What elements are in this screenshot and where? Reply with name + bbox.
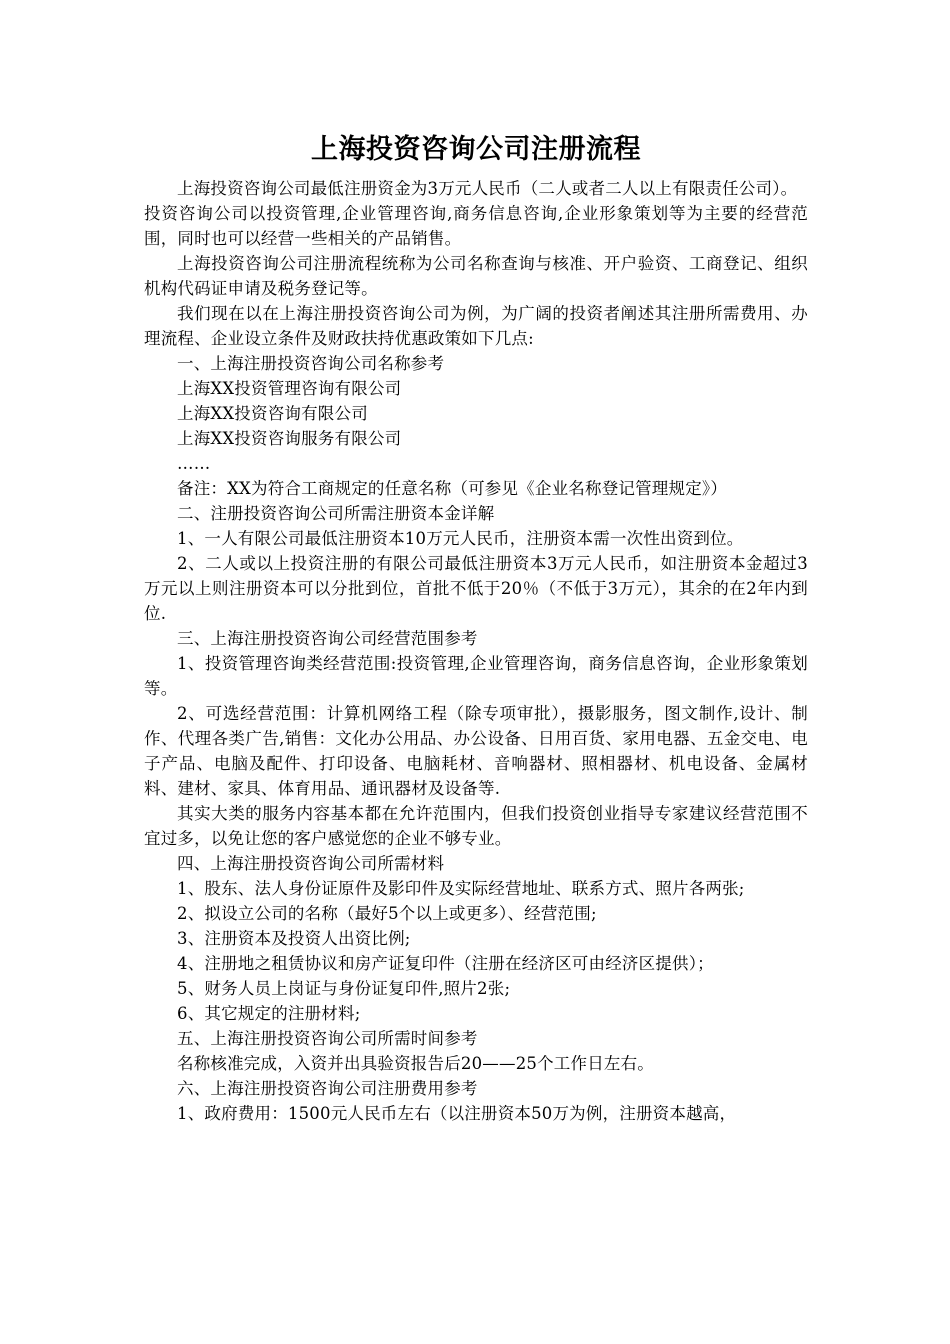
paragraph: …… [177, 454, 211, 473]
paragraph: 其实大类的服务内容基本都在允许范围内，但我们投资创业指导专家建议经营范围不宜过多，以免让您的客户感觉您的企业不够专业。 [144, 804, 808, 848]
paragraph: 我们现在以在上海注册投资咨询公司为例，为广阔的投资者阐述其注册所需费用、办理流程、企业设立条件及财政扶持优惠政策如下几点: [144, 304, 808, 348]
paragraph: 名称核准完成，入资并出具验资报告后20——25个工作日左右。 [177, 1054, 654, 1073]
document-title: 上海投资咨询公司注册流程 [311, 134, 641, 165]
paragraph: 四、上海注册投资咨询公司所需材料 [177, 854, 445, 873]
paragraph: 上海投资咨询公司注册流程统称为公司名称查询与核准、开户验资、工商登记、组织机构代码证申请及税务登记等。 [144, 254, 808, 298]
paragraph: 备注：XX为符合工商规定的任意名称（可参见《企业名称登记管理规定》） [177, 479, 728, 498]
paragraph: 二、注册投资咨询公司所需注册资本金详解 [177, 504, 495, 523]
document-body [144, 128, 808, 1126]
paragraph: 6、其它规定的注册材料; [177, 1004, 361, 1023]
paragraph: 上海XX投资管理咨询有限公司 [177, 379, 402, 398]
paragraph: 3、注册资本及投资人出资比例; [177, 929, 411, 948]
paragraph: 上海XX投资咨询服务有限公司 [177, 429, 402, 448]
paragraph: 5、财务人员上岗证与身份证复印件,照片2张; [177, 979, 511, 998]
paragraph: 投资咨询公司以投资管理,企业管理咨询,商务信息咨询,企业形象策划等为主要的经营范围，同时也可以经营一些相关的产品销售。 [144, 204, 808, 248]
paragraph: 4、注册地之租赁协议和房产证复印件（注册在经济区可由经济区提供）； [177, 954, 714, 973]
paragraph: 三、上海注册投资咨询公司经营范围参考 [177, 629, 478, 648]
paragraph: 一、上海注册投资咨询公司名称参考 [177, 354, 445, 373]
paragraph: 上海投资咨询公司最低注册资金为3万元人民币（二人或者二人以上有限责任公司）。 [177, 179, 798, 198]
paragraph: 六、上海注册投资咨询公司注册费用参考 [177, 1079, 478, 1098]
paragraph-list [144, 176, 808, 1126]
paragraph: 1、投资管理咨询类经营范围:投资管理,企业管理咨询，商务信息咨询，企业形象策划等。 [144, 654, 808, 698]
paragraph: 1、股东、法人身份证原件及影印件及实际经营地址、联系方式、照片各两张; [177, 879, 745, 898]
paragraph: 2、二人或以上投资注册的有限公司最低注册资本3万元人民币，如注册资本金超过3万元以上则注册资本可以分批到位，首批不低于20％（不低于3万元），其余的在2年内到位. [144, 554, 808, 623]
paragraph: 2、拟设立公司的名称（最好5个以上或更多）、经营范围; [177, 904, 597, 923]
paragraph: 2、可选经营范围：计算机网络工程（除专项审批），摄影服务，图文制作,设计、制作、代理各类广告,销售：文化办公用品、办公设备、日用百货、家用电器、五金交电、电子产品、电脑及配件、打印设备、电脑耗材、音响器材、照相器材、机电设备、金属材料、建材、家具、体育用品、通讯器材及设备等. [144, 704, 808, 798]
paragraph: 1、一人有限公司最低注册资本10万元人民币，注册资本需一次性出资到位。 [177, 529, 744, 548]
paragraph: 1、政府费用：1500元人民币左右（以注册资本50万为例，注册资本越高， [177, 1104, 737, 1123]
paragraph: 五、上海注册投资咨询公司所需时间参考 [177, 1029, 478, 1048]
paragraph: 上海XX投资咨询有限公司 [177, 404, 368, 423]
